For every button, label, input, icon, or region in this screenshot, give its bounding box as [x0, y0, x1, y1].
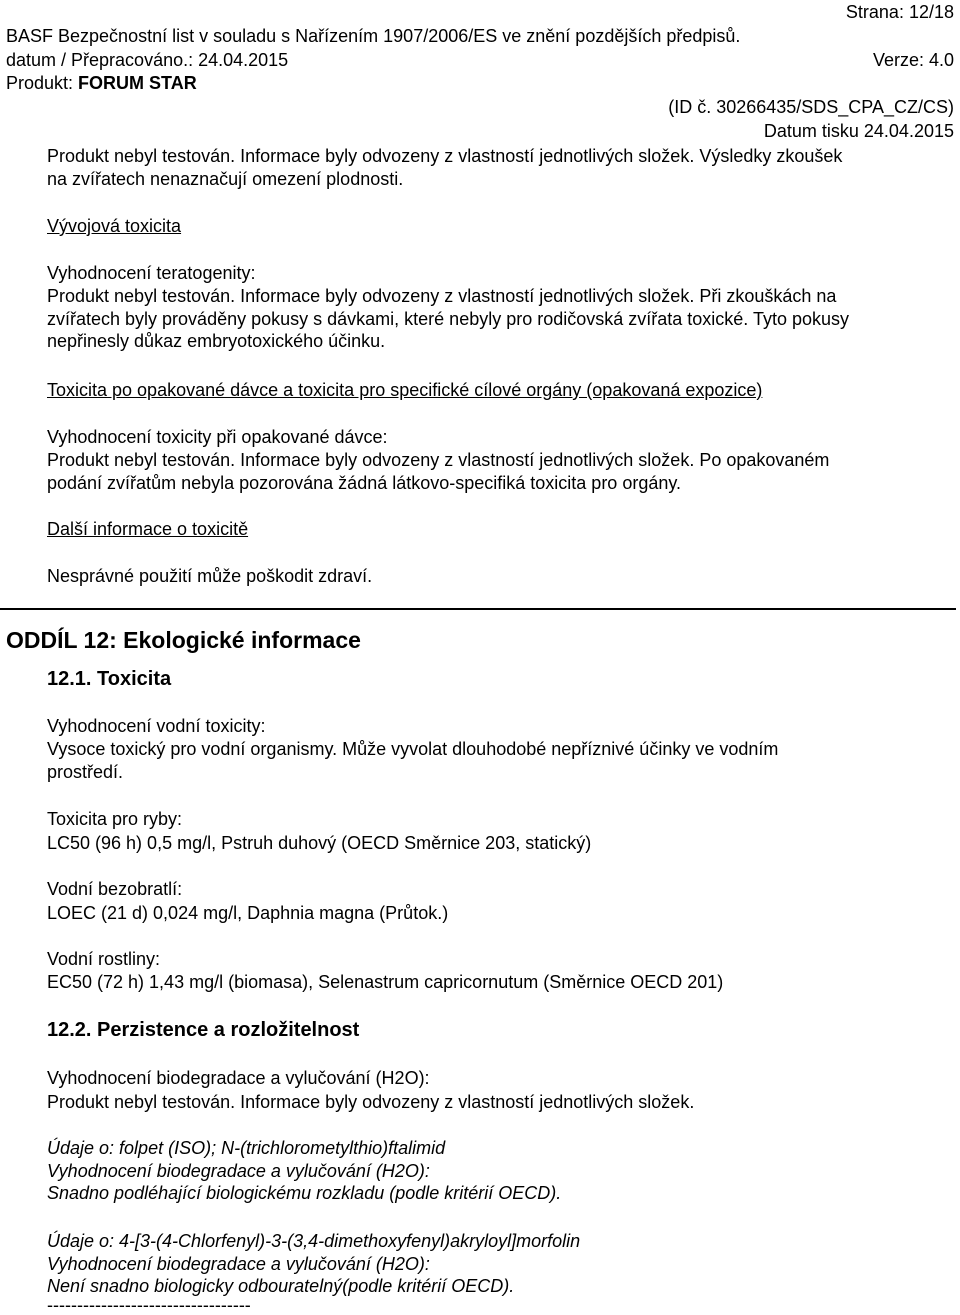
fish-toxicity-label: Toxicita pro ryby: — [47, 809, 183, 829]
section-12-title: ODDÍL 12: Ekologické informace — [6, 627, 361, 653]
text-line: zvířatech byly prováděny pokusy s dávkami, které nebyly pro rodičovská zvířata toxické. Tyto pokusy — [47, 308, 850, 329]
further-info-heading: Další informace o toxicitě — [47, 519, 249, 539]
document-id: (ID č. 30266435/SDS_CPA_CZ/CS) — [668, 97, 954, 117]
version: Verze: 4.0 — [872, 50, 954, 70]
subsection-12-2-title: 12.2. Perzistence a rozložitelnost — [47, 1019, 360, 1041]
print-date: Datum tisku 24.04.2015 — [763, 121, 954, 141]
teratogenicity-label: Vyhodnocení teratogenity: — [47, 263, 256, 283]
text-line: Vyhodnocení biodegradace a vylučování (H2O): — [47, 1253, 430, 1274]
text-line: na zvířatech nenaznačují omezení plodnosti. — [47, 168, 404, 189]
fish-toxicity-value: LC50 (96 h) 0,5 mg/l, Pstruh duhový (OECD Směrnice 203, statický) — [47, 833, 592, 853]
biodegradation-label: Vyhodnocení biodegradace a vylučování (H2O): — [47, 1068, 430, 1088]
subsection-12-1-title: 12.1. Toxicita — [47, 668, 172, 690]
product-label: Produkt: — [6, 73, 79, 93]
text-line: prostředí. — [47, 761, 124, 782]
fertility-paragraph — [47, 145, 842, 190]
text-line: nepřinesly důkaz embryotoxického účinku. — [47, 331, 386, 351]
aquatic-toxicity-text — [47, 738, 778, 783]
biodegradation-value: Produkt nebyl testován. Informace byly odvozeny z vlastností jednotlivých složek. — [47, 1092, 695, 1112]
text-line: Vysoce toxický pro vodní organismy. Může vyvolat dlouhodobé nepříznivé účinky ve vodním — [47, 739, 779, 759]
invertebrates-value: LOEC (21 d) 0,024 mg/l, Daphnia magna (Průtok.) — [47, 903, 449, 923]
regulation-line: BASF Bezpečnostní list v souladu s Nařízením 1907/2006/ES ve znění pozdějších předpisů. — [6, 26, 741, 46]
text-line: Snadno podléhající biologickému rozkladu (podle kritérií OECD). — [47, 1183, 562, 1203]
page-number: Strana: 12/18 — [845, 2, 954, 22]
text-line: podání zvířatům nebyla pozorována žádná látkovo-specifiká toxicita pro orgány. — [47, 472, 682, 493]
further-info-text: Nesprávné použití může poškodit zdraví. — [47, 566, 373, 586]
repeated-dose-label: Vyhodnocení toxicity při opakované dávce: — [47, 427, 388, 447]
repeated-dose-heading: Toxicita po opakované dávce a toxicita pro specifické cílové orgány (opakovaná expozice) — [47, 380, 763, 400]
aquatic-toxicity-label: Vyhodnocení vodní toxicity: — [47, 716, 266, 736]
text-line: Vyhodnocení biodegradace a vylučování (H2O): — [47, 1160, 430, 1181]
text-line: Produkt nebyl testován. Informace byly odvozeny z vlastností jednotlivých složek. Při zkouškách na — [47, 286, 837, 306]
dashed-separator: ---------------------------------- — [47, 1295, 251, 1315]
aquatic-plants-label: Vodní rostliny: — [47, 949, 161, 969]
aquatic-plants-value: EC50 (72 h) 1,43 mg/l (biomasa), Selenastrum capricornutum (Směrnice OECD 201) — [47, 972, 724, 992]
text-line: Údaje o: folpet (ISO); N-(trichlorometylthio)ftalimid — [47, 1138, 446, 1158]
text-line: Produkt nebyl testován. Informace byly odvozeny z vlastností jednotlivých složek. Výsledky zkoušek — [47, 146, 843, 166]
text-line: Produkt nebyl testován. Informace byly odvozeny z vlastností jednotlivých složek. Po opakovaném — [47, 450, 830, 470]
morfolin-biodegradation — [47, 1230, 580, 1298]
repeated-dose-paragraph — [47, 449, 829, 494]
invertebrates-label: Vodní bezobratlí: — [47, 879, 183, 899]
teratogenicity-paragraph — [47, 285, 849, 353]
developmental-toxicity-heading: Vývojová toxicita — [47, 216, 182, 236]
text-line: Není snadno biologicky odbouratelný(podle kritérií OECD). — [47, 1276, 515, 1296]
folpet-biodegradation — [47, 1137, 561, 1205]
revision-date: datum / Přepracováno.: 24.04.2015 — [6, 50, 289, 70]
product-line — [6, 72, 197, 94]
text-line: Údaje o: 4-[3-(4-Chlorfenyl)-3-(3,4-dimethoxyfenyl)akryloyl]morfolin — [47, 1231, 581, 1251]
section-divider — [0, 608, 956, 610]
product-name: FORUM STAR — [78, 73, 197, 93]
